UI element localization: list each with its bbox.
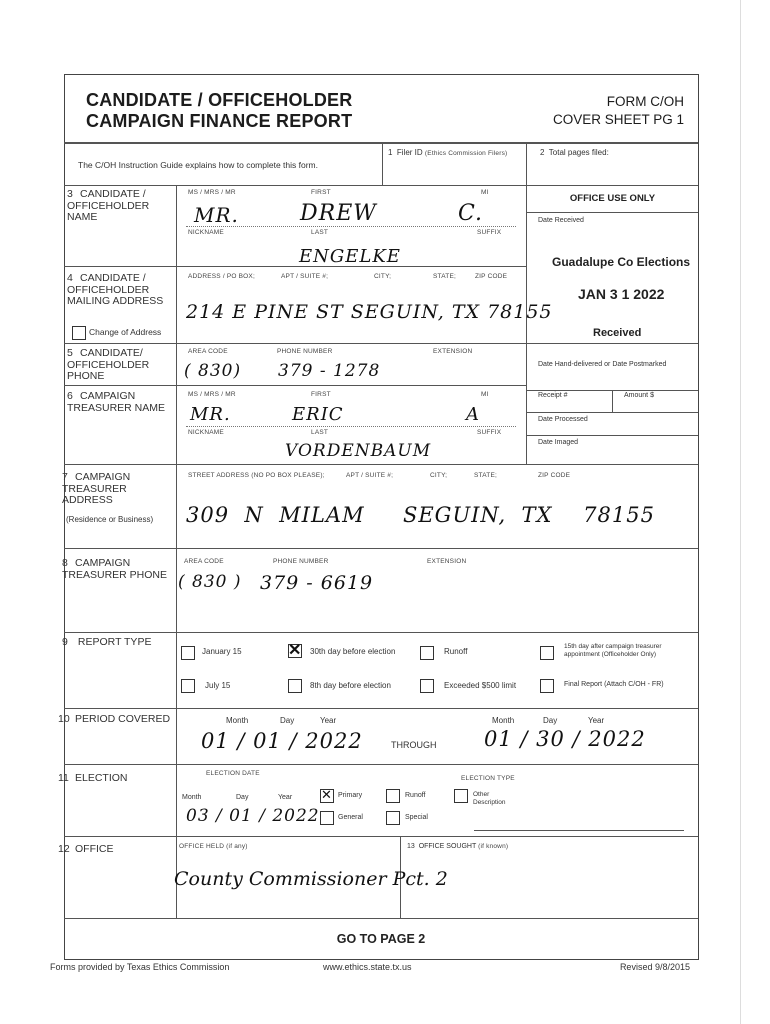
sec3-first-value[interactable]: DREW [300,201,377,226]
report-15th-label: 15th day after campaign treasurer appointment (Officeholder Only) [564,643,662,658]
sec11-h-day: Day [236,794,249,801]
sec10-h-month2: Month [492,716,515,725]
sec12-label: 12 OFFICE [58,843,114,855]
office-use-rule-top [526,212,698,213]
label-column-rule [176,185,177,918]
sec4-h-addr: ADDRESS / PO BOX; [188,273,255,280]
sec9-label: 9 REPORT TYPE [62,636,152,648]
footer-provided: Forms provided by Texas Ethics Commission [50,962,230,972]
report-jan15-checkbox[interactable] [181,646,195,660]
report-runoff-checkbox[interactable] [420,646,434,660]
sec3-h-nickname: NICKNAME [188,229,224,236]
sec5-phone-value[interactable]: 379 - 1278 [278,361,381,381]
sec3-h-title: MS / MRS / MR [188,189,236,196]
scan-edge [740,0,741,1024]
change-address-label: Change of Address [89,327,162,337]
sec6-mi-value[interactable]: A [466,404,480,425]
rule-8 [64,548,698,549]
office-held-value[interactable]: County Commissioner Pct. 2 [174,868,448,890]
sec8-h-phone: PHONE NUMBER [273,558,329,565]
receipt-label: Receipt # [538,392,568,399]
sec13-label: 13 OFFICE SOUGHT (if known) [407,843,509,850]
election-special-checkbox[interactable] [386,811,400,825]
rule-11 [64,764,698,765]
sec4-label: 4 CANDIDATE / OFFICEHOLDER MAILING ADDRESS [67,272,164,307]
report-8day-label: 8th day before election [310,681,391,690]
election-general-label: General [338,814,363,821]
sec7-h-zip: ZIP CODE [538,472,571,479]
date-imaged-label: Date Imaged [538,439,579,446]
sec3-title-value[interactable]: MR. [194,203,239,227]
report-exceeded-label: Exceeded $500 limit [444,681,517,690]
sec7-address-value[interactable]: 309 N MILAM SEGUIN, TX 78155 [186,503,655,527]
report-final-label: Final Report (Attach C/OH - FR) [564,681,664,688]
rule-10 [64,708,698,709]
sec7-label: 7 CAMPAIGN TREASURER ADDRESS [62,471,131,506]
rule-5 [64,343,698,344]
sec8-h-area: AREA CODE [184,558,224,565]
change-address-checkbox[interactable] [72,326,86,340]
election-date-value[interactable]: 03 / 01 / 2022 [186,806,320,826]
election-other-label: Other Description [473,791,506,806]
rule-12 [64,836,698,837]
header-rule [64,142,698,144]
sec3-h-first: FIRST [311,189,331,196]
sec4-h-state: STATE; [433,273,456,280]
sec7-h-state: STATE; [474,472,497,479]
election-runoff-checkbox[interactable] [386,789,400,803]
sec10-h-day: Day [280,716,295,725]
sec5-h-area: AREA CODE [188,348,228,355]
hand-delivered-label: Date Hand-delivered or Date Postmarked [538,361,667,368]
sec4-address-value[interactable]: 214 E PINE ST SEGUIN, TX 78155 [186,301,553,323]
sec11-h-year: Year [278,794,293,801]
report-final-checkbox[interactable] [540,679,554,693]
sec6-h-last: LAST [311,429,329,436]
sec8-area-value[interactable]: ( 830 ) [178,572,242,592]
footer-revised: Revised 9/8/2015 [619,962,690,972]
sec6-label: 6 CAMPAIGN TREASURER NAME [67,390,166,414]
sec6-h-suffix: SUFFIX [477,429,502,436]
sec3-h-last: LAST [311,229,329,236]
report-jul15-checkbox[interactable] [181,679,195,693]
sec10-h-day2: Day [543,716,558,725]
rule-3 [64,185,698,186]
period-from-value[interactable]: 01 / 01 / 2022 [201,729,363,753]
sec7-h-addr: STREET ADDRESS (NO PO BOX PLEASE); [188,472,325,479]
election-runoff-label: Runoff [405,792,426,799]
sec6-h-title: MS / MRS / MR [188,391,236,398]
sec7-h-city: CITY; [430,472,448,479]
sec4-h-zip: ZIP CODE [475,273,508,280]
form-id [553,93,684,129]
report-runoff-label: Runoff [444,647,468,656]
filer-rule [382,142,383,185]
report-jan15-label: January 15 [202,647,242,656]
sec3-label: 3 CANDIDATE / OFFICEHOLDER NAME [67,188,150,223]
report-30day-label: 30th day before election [310,647,396,656]
sec7-h-apt: APT / SUITE #; [346,472,394,479]
filer-id-label: 1 Filer ID (Ethics Commission Filers) [388,148,508,157]
stamp-date: JAN 3 1 2022 [578,286,665,302]
sec6-h-mi: MI [481,391,489,398]
sec6-h-first: FIRST [311,391,331,398]
report-8day-checkbox[interactable] [288,679,302,693]
sec11-label: 11 ELECTION [58,772,128,784]
election-primary-label: Primary [338,792,363,799]
sec10-label: 10 PERIOD COVERED [58,713,171,725]
report-exceeded-checkbox[interactable] [420,679,434,693]
sec6-line [186,426,516,427]
through-label: THROUGH [391,740,437,750]
rule-13 [64,918,698,919]
rule-6 [64,385,526,386]
form-title [86,90,352,132]
sec12-h-held: OFFICE HELD (if any) [179,843,248,850]
office-use-title: OFFICE USE ONLY [569,193,656,204]
sec3-last-value[interactable]: ENGELKE [299,246,401,267]
sec6-h-nickname: NICKNAME [188,429,224,436]
sec3-h-suffix: SUFFIX [477,229,502,236]
sec11-h-month: Month [182,794,202,801]
sec6-last-value[interactable]: VORDENBAUM [285,441,432,461]
amount-label: Amount $ [624,392,654,399]
form-line2: COVER SHEET PG 1 [552,112,684,127]
sec3-h-mi: MI [481,189,489,196]
election-special-label: Special [405,814,428,821]
footer-url: www.ethics.state.tx.us [323,962,412,972]
report-30day-checkbox[interactable] [288,644,302,658]
election-other-checkbox[interactable] [454,789,468,803]
report-15th-checkbox[interactable] [540,646,554,660]
report-jul15-label: July 15 [205,681,231,690]
sec5-label: 5 CANDIDATE/ OFFICEHOLDER PHONE [67,347,150,382]
total-pages-label: 2 Total pages filed: [540,148,609,157]
sec3-line [186,226,516,227]
sec8-phone-value[interactable]: 379 - 6619 [260,572,374,594]
title-line1: CANDIDATE / OFFICEHOLDER [86,90,353,110]
rule-4 [64,266,526,267]
sec11-h-type: ELECTION TYPE [461,775,515,782]
rule-imaged [526,435,698,436]
sec5-area-value[interactable]: ( 830) [184,361,242,381]
sec10-h-month: Month [226,716,249,725]
sec10-h-year2: Year [588,716,605,725]
rule-processed [526,412,698,413]
sec10-h-year: Year [320,716,337,725]
receipt-rule [612,390,613,412]
sec7-sub: (Residence or Business) [66,515,154,524]
instruction-text: The C/OH Instruction Guide explains how to complete this form. [78,160,318,170]
sec5-h-ext: EXTENSION [433,348,473,355]
form-line1: FORM C/OH [606,94,684,109]
sec6-title-value[interactable]: MR. [190,404,231,425]
stamp-county: Guadalupe Co Elections [552,255,691,269]
date-received-label: Date Received [538,217,584,224]
rule-9 [64,632,698,633]
sec11-h-date: ELECTION DATE [206,770,260,777]
election-general-checkbox[interactable] [320,811,334,825]
period-to-value[interactable]: 01 / 30 / 2022 [484,727,646,751]
pages-rule [526,142,527,185]
date-processed-label: Date Processed [538,416,588,423]
sec6-first-value[interactable]: ERIC [292,404,344,425]
sec3-mi-value[interactable]: C. [458,201,484,226]
other-description-line [474,830,684,831]
rule-7 [64,464,698,465]
title-line2: CAMPAIGN FINANCE REPORT [86,111,353,131]
stamp-received: Received [593,327,642,339]
sec5-h-phone: PHONE NUMBER [277,348,333,355]
sec8-label: 8 CAMPAIGN TREASURER PHONE [62,557,168,581]
sec4-h-apt: APT / SUITE #; [281,273,329,280]
election-primary-checkbox[interactable] [320,789,334,803]
office-use-rule [526,185,527,464]
go-to-page-2: GO TO PAGE 2 [336,932,426,946]
sec4-h-city: CITY; [374,273,392,280]
sec8-h-ext: EXTENSION [427,558,467,565]
